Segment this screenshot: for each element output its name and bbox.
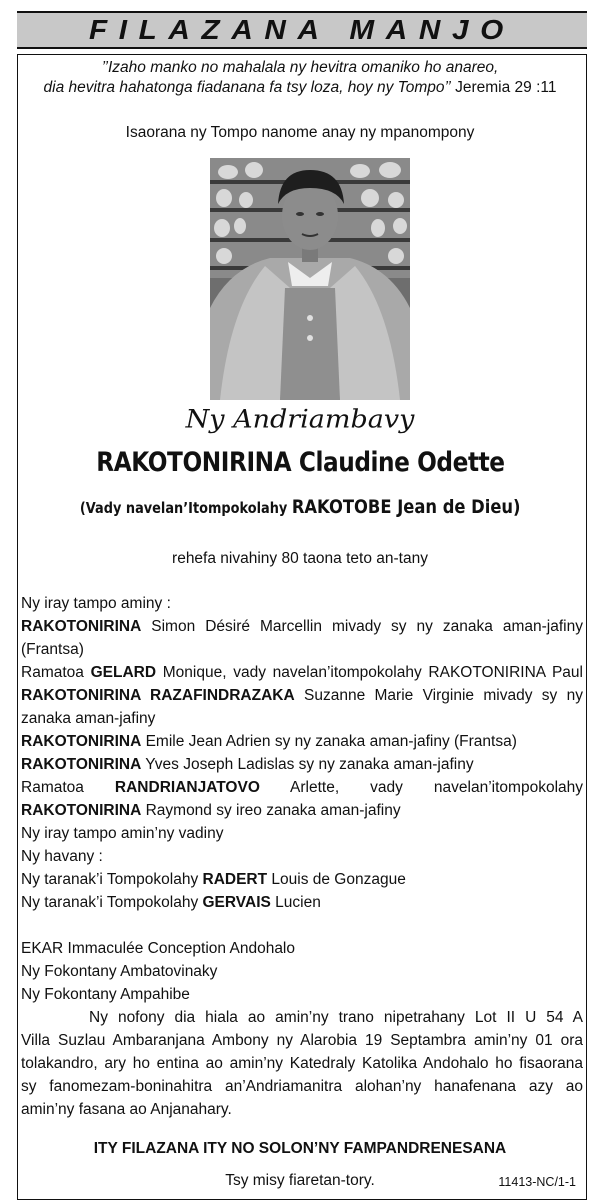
family-line: [21, 799, 583, 822]
family-surname: RAKOTONIRINA RAZAFINDRAZAKA: [21, 687, 295, 704]
family-line: [21, 661, 583, 684]
family-detail: Emile Jean Adrien sy ny zanaka aman-jafiny (Frantsa): [141, 733, 517, 750]
family-line: [21, 730, 583, 753]
family-line: [21, 776, 583, 799]
bible-quote: [0, 58, 600, 98]
quote-line-1: ’’Izaho manko no mahalala ny hevitra omaniko ho anareo,: [101, 59, 499, 76]
family-surname: GERVAIS: [202, 894, 271, 911]
family-detail: Yves Joseph Ladislas sy ny zanaka aman-jafiny: [141, 756, 474, 773]
header-title: FILAZANA MANJO: [89, 14, 515, 45]
family-surname: RANDRIANJATOVO: [114, 779, 260, 796]
family-detail: Louis de Gonzague: [267, 871, 406, 888]
family-line: zanaka aman-jafiny: [21, 710, 156, 727]
arrangement-line: tolakandro, ary ho entina ao amin’ny Katedraly Katolika Andohalo ho fisaorana: [21, 1055, 583, 1072]
spouse-name: RAKOTOBE Jean de Dieu): [291, 496, 521, 518]
family-title: Ramatoa: [21, 779, 115, 796]
family-line: [21, 684, 583, 707]
portrait-image: [210, 158, 410, 400]
portrait-photo: [210, 158, 410, 400]
quote-reference: Jeremia 29 :11: [450, 79, 557, 96]
footer-note: Tsy misy fiaretan-tory.: [225, 1172, 375, 1189]
family-surname: GELARD: [90, 664, 157, 681]
arrangement-line: sy fanomezam-boninahitra an’Andriamanitra alohan’ny hanafenana azy ao: [21, 1078, 583, 1095]
family-line: (Frantsa): [21, 641, 84, 658]
family-line: [21, 868, 583, 891]
quote-text-2: dia hevitra hahatonga fiadanana fa tsy loza, hoy ny Tompo’’: [43, 79, 451, 96]
family-title: Ny taranak’i Tompokolahy: [21, 894, 203, 911]
spouse-prefix: (Vady navelan’Itompokolahy: [79, 499, 292, 517]
closing-statement: ITY FILAZANA ITY NO SOLON’NY FAMPANDRENESANA: [93, 1140, 507, 1157]
quote-line-2: [0, 78, 600, 98]
spacer: [21, 914, 583, 937]
community-line: EKAR Immaculée Conception Andohalo: [21, 940, 295, 957]
family-surname: RAKOTONIRINA: [21, 802, 142, 819]
family-surname: RAKOTONIRINA: [21, 618, 142, 635]
family-line: Ny havany :: [21, 848, 103, 865]
arrangement-line: Villa Suzlau Ambaranjana Ambony ny Alarobia 19 Septambra amin’ny 01 ora: [21, 1032, 583, 1049]
reference-code: 11413-NC/1-1: [498, 1175, 576, 1189]
community-line: Ny Fokontany Ampahibe: [21, 986, 190, 1003]
age-line: rehefa nivahiny 80 taona teto an-tany: [172, 550, 428, 567]
spouse-line: [0, 493, 600, 522]
title-script: Ny Andriambavy: [185, 405, 415, 434]
family-line: [21, 753, 583, 776]
family-detail: Simon Désiré Marcellin mivady sy ny zanaka aman-jafiny: [141, 618, 583, 635]
family-surname: RAKOTONIRINA: [21, 756, 142, 773]
family-line: Ny iray tampo amin’ny vadiny: [21, 825, 224, 842]
family-title: Ny taranak’i Tompokolahy: [21, 871, 203, 888]
deceased-name-text: RAKOTONIRINA Claudine Odette: [95, 447, 505, 478]
arrangement-line: amin’ny fasana ao Anjanahary.: [21, 1101, 232, 1118]
community-line: Ny Fokontany Ambatovinaky: [21, 963, 218, 980]
intro-text: Isaorana ny Tompo nanome anay ny mpanompony: [125, 124, 475, 141]
arrangement-line: Ny nofony dia hiala ao amin’ny trano nipetrahany Lot II U 54 A: [89, 1009, 583, 1026]
spouse-inner: [80, 493, 521, 522]
family-detail: Monique, vady navelan’itompokolahy RAKOTONIRINA Paul: [156, 664, 583, 681]
family-title: Ramatoa: [21, 664, 91, 681]
family-detail: Lucien: [270, 894, 321, 911]
family-detail: Suzanne Marie Virginie mivady sy ny: [294, 687, 583, 704]
body-text: [21, 592, 583, 1121]
header-banner: [17, 11, 587, 49]
family-line: [21, 891, 583, 914]
family-detail: Raymond sy ireo zanaka aman-jafiny: [141, 802, 401, 819]
family-heading: Ny iray tampo aminy :: [21, 595, 171, 612]
family-surname: RAKOTONIRINA: [21, 733, 142, 750]
family-surname: RADERT: [202, 871, 268, 888]
family-detail: Arlette, vady navelan’itompokolahy: [259, 779, 583, 796]
family-line: [21, 615, 583, 638]
deceased-name: [0, 443, 600, 483]
